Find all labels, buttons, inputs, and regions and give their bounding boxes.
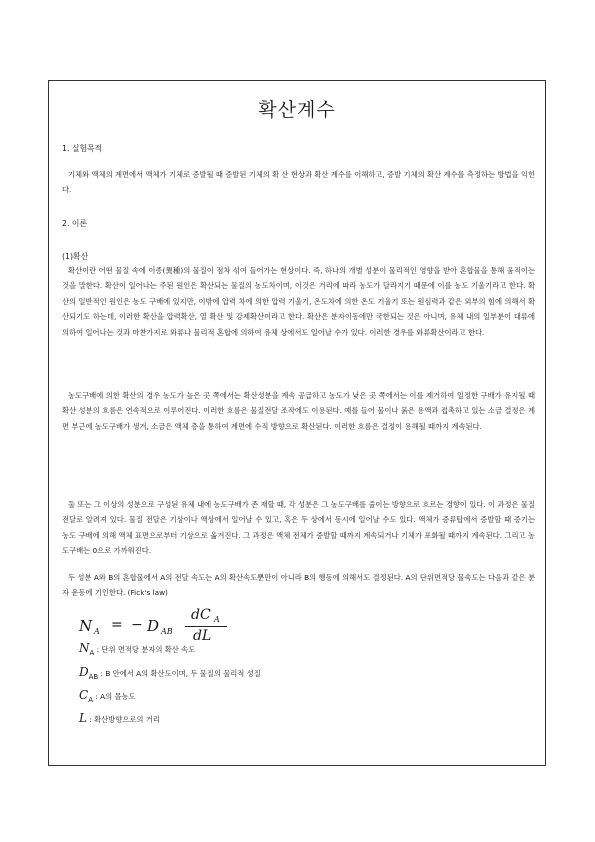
- eq-lhs: N: [79, 617, 93, 635]
- def-text: : B 안에서 A의 확산도이며, 두 물질의 물리적 성질: [100, 669, 261, 678]
- eq-numerator-sub: A: [214, 615, 220, 624]
- section1-heading: 1. 실험목적: [62, 144, 103, 153]
- paragraph-2: 농도구배에 의한 확산의 경우 농도가 높은 곳 쪽에서는 확산성분을 계속 공급하고 농도가 낮은 곳 쪽에서는 이를 제거하여 일정한 구배가 유지될 때 확산 성분의 흐름은 연속적으로 이루어진다. 이러한 흐름은 물질전달 조작에도 이용된다. 예를 들어 물이나 묽은 용액과 접촉하고 있는 소금 결정은 계면 부근에 농도구배가 생겨, 소금은 액체 층을 통하여 계면에 수직 방향으로 확산된다. 이러한 흐름은 결정이 용해될 때까지 계속된다.: [62, 391, 535, 431]
- eq-coef-sub: AB: [161, 627, 173, 636]
- def-symbol: N: [79, 641, 90, 655]
- definition-l: [79, 711, 160, 725]
- section2-subheading: (1)확산: [62, 252, 89, 261]
- def-text: : 단위 면적당 분자의 확산 속도: [96, 645, 196, 654]
- def-symbol: D: [79, 665, 89, 679]
- section1-body: 기체와 액체의 계면에서 액체가 기체로 증발될 때 증발된 기체의 확 산 현상과 확산 계수를 이해하고, 증발 기체의 확산 계수를 측정하는 방법을 익힌다.: [62, 170, 535, 195]
- definition-ca: [79, 688, 136, 702]
- document-frame: [48, 80, 546, 766]
- definition-na: [79, 641, 195, 655]
- eq-equals: =: [111, 617, 123, 633]
- def-sub: AB: [88, 673, 99, 681]
- eq-minus: −: [131, 617, 143, 633]
- page-title: 확산계수: [258, 99, 336, 121]
- section2-heading: 2. 이론: [62, 219, 87, 228]
- paragraph-3: 둘 또는 그 이상의 성분으로 구성된 유체 내에 농도구배가 존 재할 때, 각 성분은 그 농도구배를 줄이는 방향으로 흐르는 경향이 있다. 이 과정은 물질 전달로 알려져 있다. 물질 전달은 기상이나 액상에서 일어날 수 있고, 혹은 두 상에서 동시에 일어날 수도 있다. 액체가 증류탑에서 증발할 때 증기는 농도 구배에 의해 액체 표면으로부터 기상으로 옮겨진다. 그 과정은 액체 전체가 증발할 때까지 계속되거나 기체가 포화될 때까지 계속된다. 그리고 농도구배는 0으로 가까워진다.: [62, 500, 535, 556]
- def-sub: A: [89, 649, 95, 657]
- def-text: : 확산방향으로의 거리: [89, 715, 160, 724]
- def-text: : A의 몰농도: [95, 692, 136, 701]
- eq-coef: D: [147, 617, 160, 635]
- def-sub: A: [88, 696, 93, 704]
- paragraph-1: 확산이란 어떤 물질 속에 이종(異種)의 물질이 점차 섞여 들어가는 현상이다. 즉, 하나의 개별 성분이 물리적인 영향을 받아 혼합물을 통해 움직이는 것을 말한다. 확산이 일어나는 주된 원인은 확산되는 물질의 농도차이며, 이것은 거리에 따라 농도가 달라지기 때문에 이를 농도 기울기라고 한다. 확산의 일반적인 원인은 농도 구배에 있지만, 이밖에 압력 차에 의한 압력 기울기, 온도차에 의한 온도 기울기 또는 원심력과 같은 외부의 힘에 의해서 확산되기도 하는데, 이러한 확산을 압력확산, 열 확산 및 강제확산이라고 한다. 확산은 분자이동에만 국한되는 것은 아니며, 유체 내의 일부분이 대류에 의하여 일어나는 것과 마찬가지로 와류나 물리적 혼합에 의하여 유체 상에서도 일어날 수가 있다. 이러한 경우를 와류확산이라고 한다.: [62, 266, 535, 337]
- eq-denominator: dL: [193, 628, 212, 644]
- definition-dab: [79, 665, 261, 679]
- eq-lhs-sub: A: [94, 627, 100, 636]
- def-symbol: C: [79, 688, 89, 702]
- def-symbol: L: [79, 711, 87, 725]
- eq-fraction-bar: [185, 626, 227, 627]
- eq-numerator: dC: [191, 607, 211, 623]
- paragraph-4: 두 성분 A와 B의 혼합물에서 A의 전달 속도는 A의 확산속도뿐만이 아니라 B의 행동에 의해서도 결정된다. A의 단위면적당 물속도는 다음과 같은 분자 운동에 기인한다. (Fick's law): [62, 573, 535, 598]
